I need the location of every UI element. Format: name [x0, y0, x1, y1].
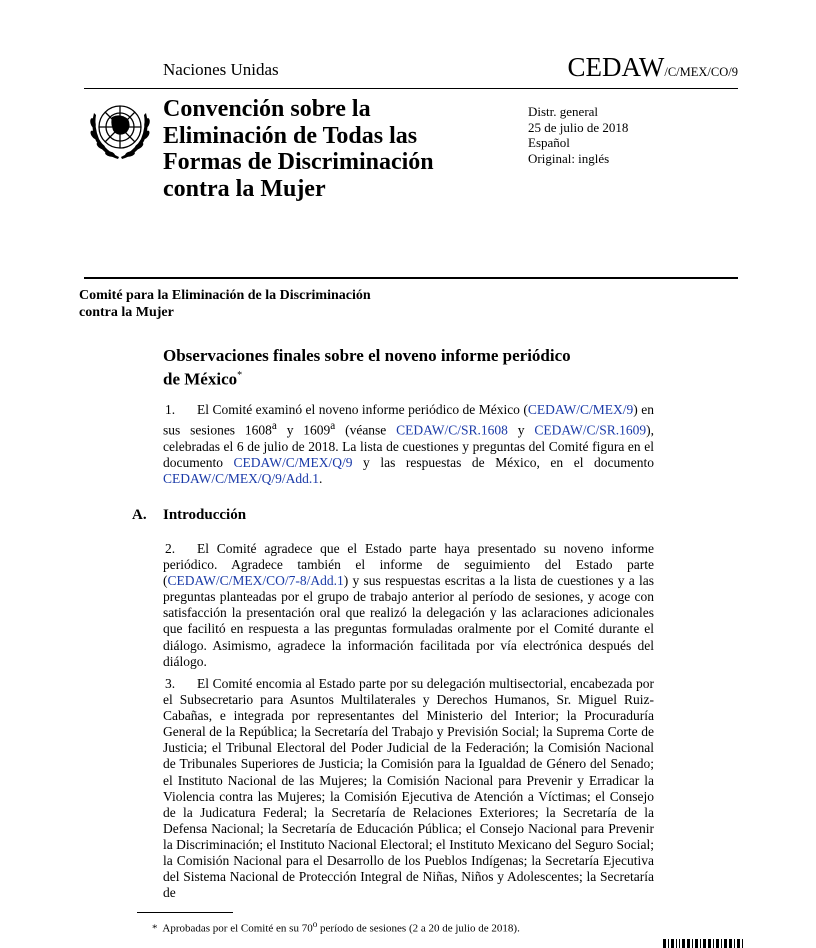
barcode-icon	[663, 939, 743, 948]
paragraph-3	[163, 676, 654, 901]
paragraph-text: y 1609	[276, 422, 331, 438]
symbol-main: CEDAW	[567, 52, 665, 82]
un-emblem-icon	[84, 93, 156, 165]
paragraph-number: 1.	[165, 402, 176, 417]
footnote-text: período de sesiones (2 a 20 de julio de 2018).	[317, 922, 520, 935]
paragraph-text: ), celebradas el 6 de julio de 2018. La lista de cuestiones y preguntas del Comité figura en el documento	[163, 422, 654, 470]
paragraph-text: y las respuestas de México, en el documento	[352, 454, 654, 470]
convention-title-line: Convención sobre la	[163, 96, 371, 122]
document-title-line: Observaciones finales sobre el noveno informe periódico	[163, 346, 571, 365]
section-title: Introducción	[163, 507, 247, 523]
section-letter: A.	[132, 507, 147, 523]
section-heading-a	[132, 507, 246, 524]
convention-title-line: Formas de Discriminación	[163, 149, 434, 175]
organization-name: Naciones Unidas	[163, 60, 279, 79]
paragraph-text: ) y sus respuestas escritas a la lista de cuestiones y a las preguntas planteadas por el grupo de trabajo anterior al período de sesiones, y acoge con satisfacción la presentación oral que realizó la delegación y las aclaraciones adicionales que facilitó en respuesta a las preguntas formuladas oralmente por el Comité durante el diálogo. Asimismo, agradece la información facilitada por vía electrónica después del diálogo.	[163, 573, 654, 669]
language-line: Español	[528, 135, 570, 150]
document-title-line	[163, 366, 571, 389]
paragraph-text: .	[319, 470, 323, 486]
paragraph-number: 3.	[165, 676, 176, 691]
symbol-suffix: /C/MEX/CO/9	[664, 65, 738, 79]
paragraph-text: El Comité encomia al Estado parte por su delegación multisectorial, encabezada por el Subsecretario para Asuntos Multilaterales y Derechos Humanos, Sr. Miguel Ruiz-Cabañas, e integrada por representantes del Ministerio del Interior; la Procuraduría General de la República; la Secretaría del Trabajo y Previsión Social; la Suprema Corte de Justicia; el Tribunal Electoral del Poder Judicial de la Federación; la Comisión Nacional de Tribunales Superiores de Justicia; la Comisión para la Igualdad de Género del Senado; el Instituto Nacional de las Mujeres; la Comisión Nacional para Prevenir y Erradicar la Violencia contra las Mujeres; la Comisión Ejecutiva de Atención a Víctimas; el Consejo de la Judicatura Federal; la Secretaría de Relaciones Exteriores; la Secretaría de la Defensa Nacional; la Secretaría de Educación Pública; el Consejo Nacional para Prevenir la Discriminación; el Instituto Nacional Electoral; el Instituto Mexicano del Seguro Social; la Comisión Nacional para el Desarrollo de los Pueblos Indígenas; la Secretaría Ejecutiva del Sistema Nacional de Protección Integral de Niñas, Niños y Adolescentes; la Secretaría de	[163, 676, 654, 901]
paragraph-text: El Comité examinó el noveno informe periódico de México (	[197, 402, 528, 417]
document-symbol	[568, 52, 738, 83]
convention-title	[163, 96, 493, 202]
committee-line: contra la Mujer	[79, 305, 174, 320]
document-title-country: de México	[163, 369, 238, 389]
paragraph-number: 2.	[165, 541, 176, 556]
paragraph-text: ) en sus sesiones 1608	[163, 402, 654, 438]
paragraph-text: y	[507, 422, 535, 438]
paragraph-2	[163, 541, 654, 670]
superscript: a	[271, 420, 277, 433]
doc-link-q-9-add1[interactable]: CEDAW/C/MEX/Q/9/Add.1	[163, 470, 320, 486]
distribution-line: Distr. general	[528, 104, 599, 119]
original-language-line: Original: inglés	[528, 150, 610, 166]
distribution-info	[528, 104, 628, 166]
doc-link-cedaw-c-mex-9[interactable]: CEDAW/C/MEX/9	[527, 402, 634, 417]
doc-link-co-7-8-add1[interactable]: CEDAW/C/MEX/CO/7-8/Add.1	[167, 573, 344, 589]
title-rule	[84, 277, 738, 279]
paragraph-1	[163, 402, 654, 487]
convention-title-line: contra la Mujer	[163, 175, 326, 202]
doc-link-q-9[interactable]: CEDAW/C/MEX/Q/9	[233, 454, 353, 470]
doc-link-sr-1609[interactable]: CEDAW/C/SR.1609	[534, 422, 647, 438]
doc-link-sr-1608[interactable]: CEDAW/C/SR.1608	[396, 422, 508, 438]
committee-name	[79, 287, 371, 321]
committee-line: Comité para la Eliminación de la Discriminación	[79, 288, 371, 303]
convention-title-line: Eliminación de Todas las	[163, 122, 418, 149]
paragraph-text: El Comité agradece que el Estado parte haya presentado su noveno informe periódico. Agradece también el informe de seguimiento del Estado parte (	[163, 541, 654, 589]
header-rule	[84, 88, 738, 89]
superscript: o	[312, 919, 318, 929]
document-title	[163, 346, 571, 389]
footnote-text: Aprobadas por el Comité en su 70	[162, 922, 313, 935]
paragraph-text: (véanse	[335, 422, 397, 438]
footnote-marker: *	[152, 922, 158, 935]
footnote	[152, 919, 520, 935]
footnote-marker: *	[237, 369, 243, 381]
footnote-rule	[137, 912, 233, 913]
date-line: 25 de julio de 2018	[528, 119, 629, 135]
superscript: a	[330, 420, 336, 433]
